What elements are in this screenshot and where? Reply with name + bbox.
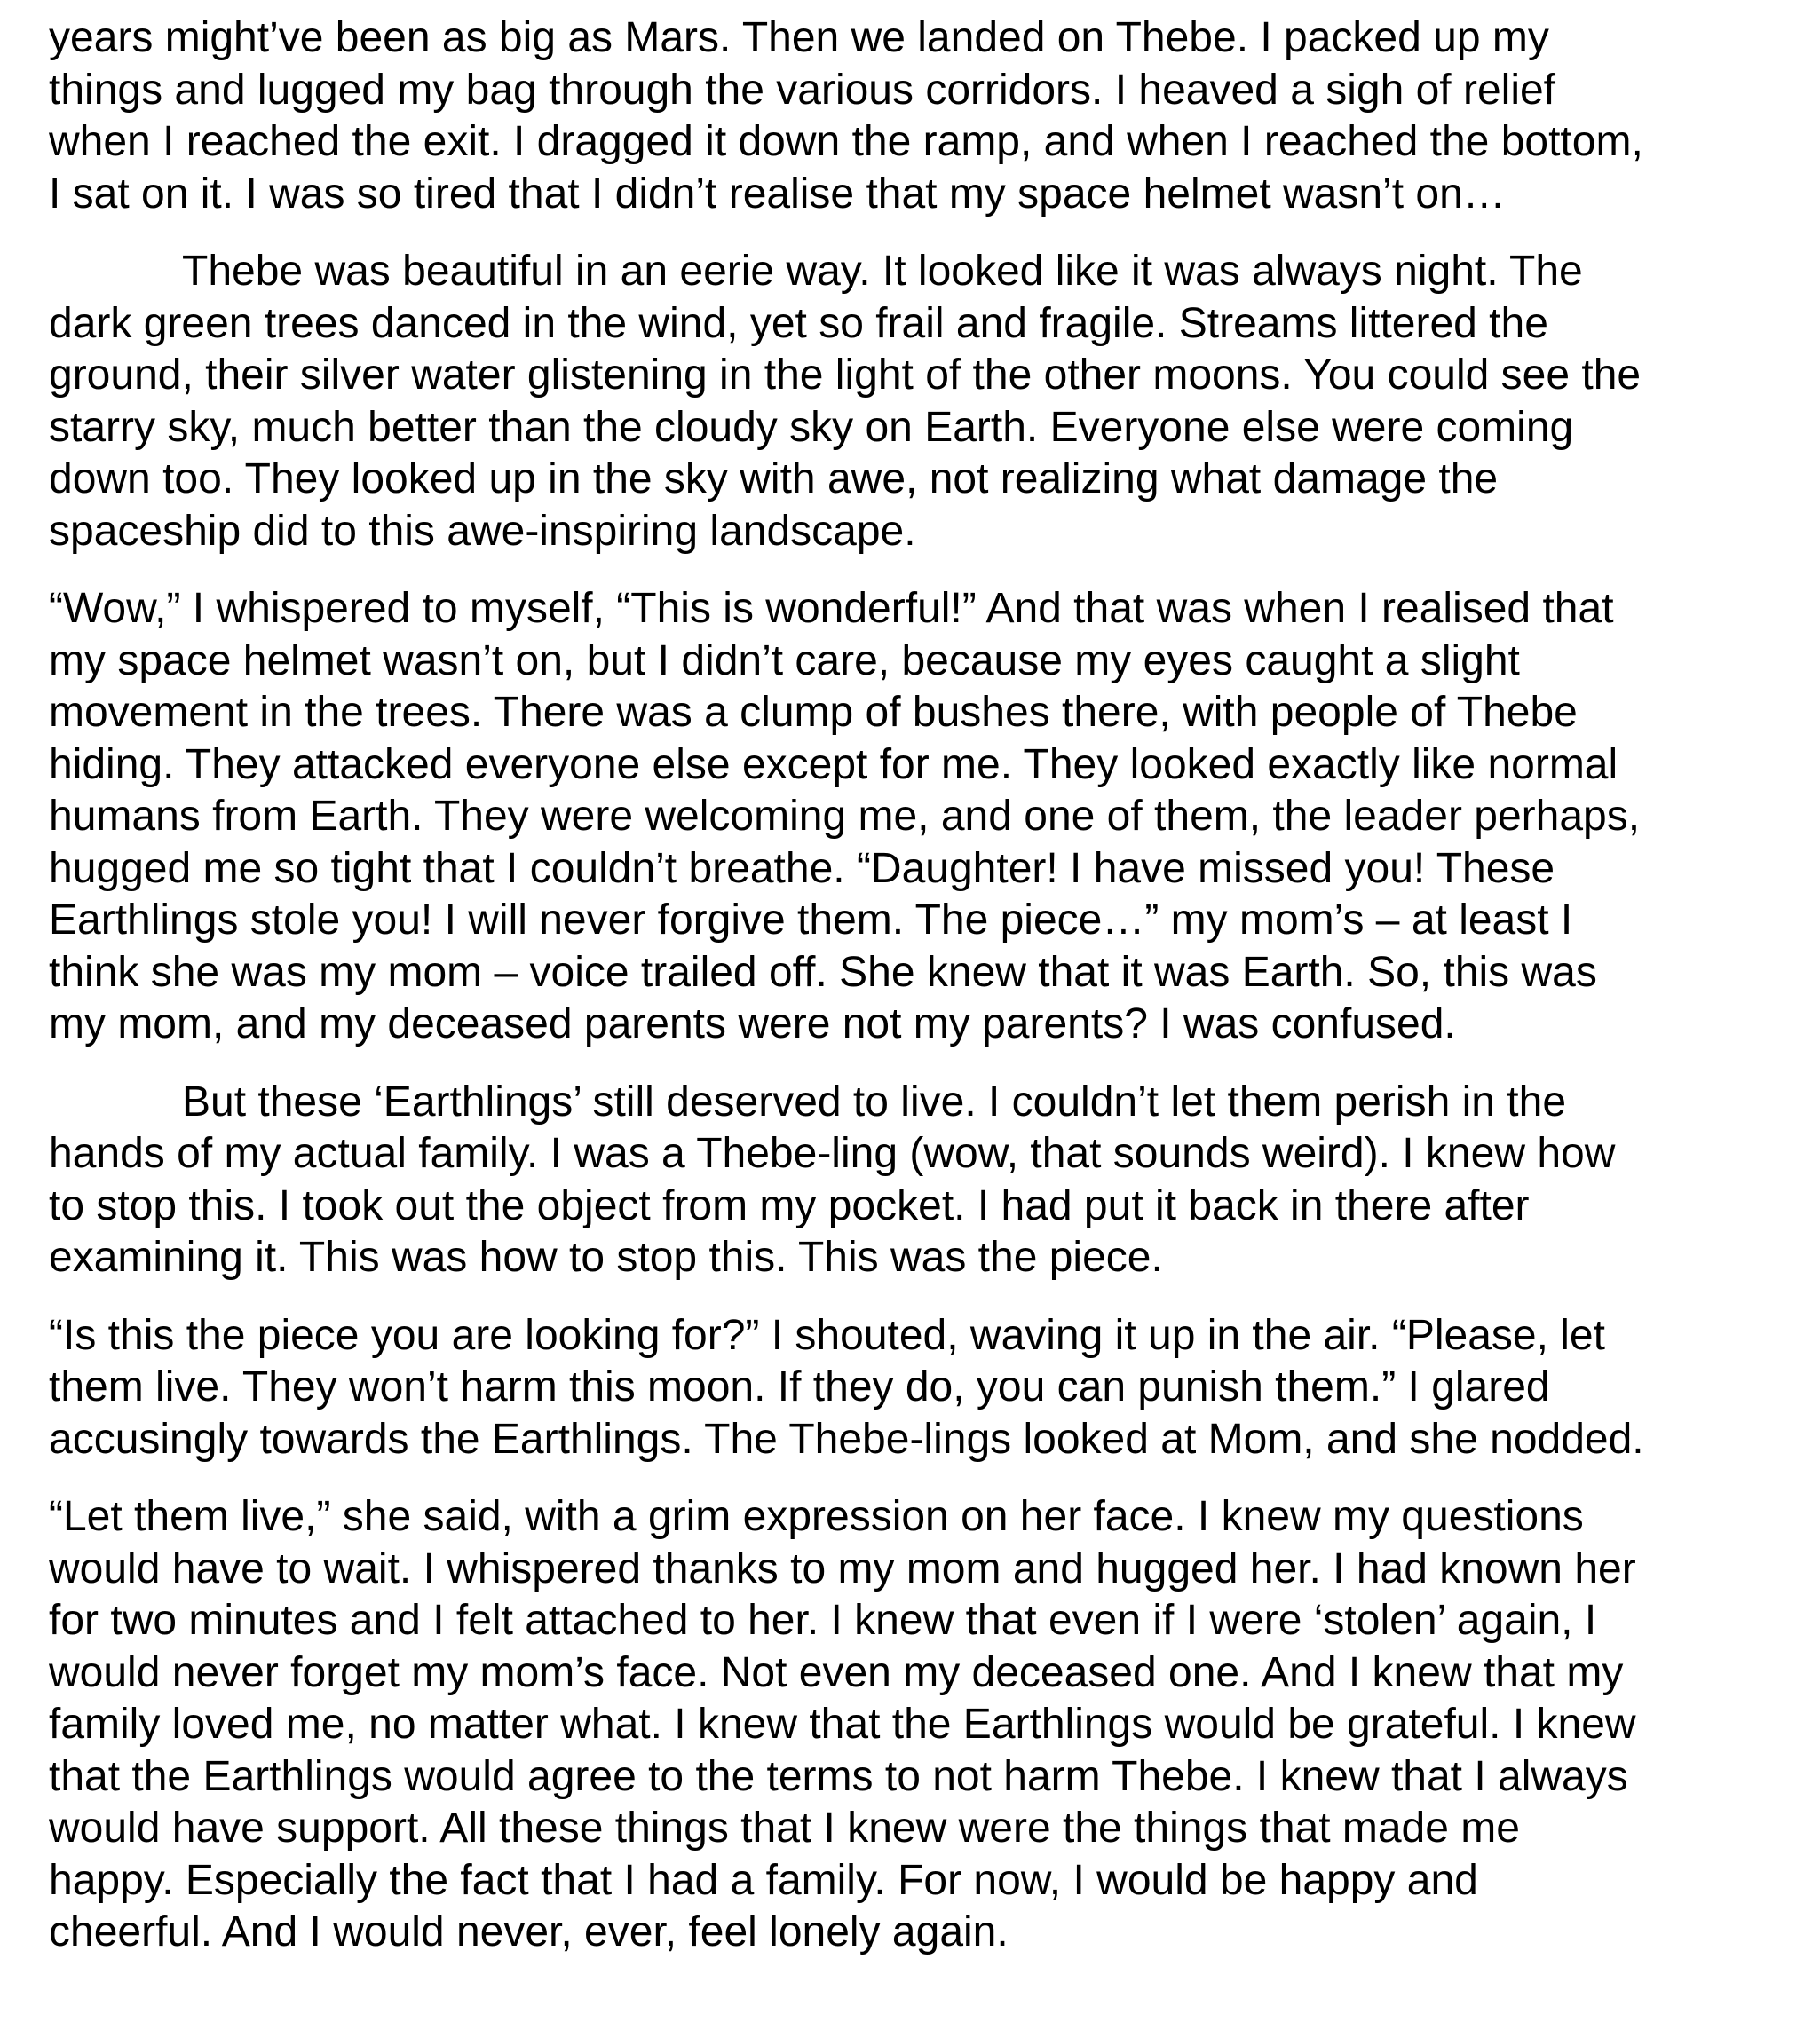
paragraph-4: But these ‘Earthlings’ still deserved to live. I couldn’t let them perish in the hands of my actual family. I was a Thebe-ling (wow, that sounds weird). I knew how to stop this. I took out the object from my pocket. I had put it back in there after examining it. This was how to stop this. This was the piece. <box>49 1078 1616 1281</box>
paragraph-1: years might’ve been as big as Mars. Then we landed on Thebe. I packed up my things and lugged my bag through the various corridors. I heaved a sigh of relief when I reached the exit. I dragged it down the ramp, and when I reached the bottom, I sat on it. I was so tired that I didn’t realise that my space helmet wasn’t on… <box>49 14 1643 217</box>
paragraph-3: “Wow,” I whispered to myself, “This is wonderful!” And that was when I realised that my space helmet wasn’t on, but I didn’t care, because my eyes caught a slight movement in the trees. There was a clump of bushes there, with people of Thebe hiding. They attacked everyone else except for me. They looked exactly like normal humans from Earth. They were welcoming me, and one of them, the leader perhaps, hugged me so tight that I couldn’t breathe. “Daughter! I have missed you! These Earthlings stole you! I will never forgive them. The piece…” my mom’s – at least I think she was my mom – voice trailed off. She knew that it was Earth. So, this was my mom, and my deceased parents were not my parents? I was confused. <box>49 585 1641 1047</box>
paragraph-5: “Is this the piece you are looking for?” I shouted, waving it up in the air. “Please, let them live. They won’t harm this moon. If they do, you can punish them.” I glared accusingly towards the Earthlings. The Thebe-lings looked at Mom, and she nodded. <box>49 1311 1644 1463</box>
paragraph-2: Thebe was beautiful in an eerie way. It looked like it was always night. The dark green trees danced in the wind, yet so frail and fragile. Streams littered the ground, their silver water glistening in the light of the other moons. You could see the starry sky, much better than the cloudy sky on Earth. Everyone else were coming down too. They looked up in the sky with awe, not realizing what damage the spaceship did to this awe-inspiring landscape. <box>49 248 1642 555</box>
document-page <box>49 12 1789 1985</box>
paragraph-6: “Let them live,” she said, with a grim expression on her face. I knew my questions would have to wait. I whispered thanks to my mom and hugged her. I had known her for two minutes and I felt attached to her. I knew that even if I were ‘stolen’ again, I would never forget my mom’s face. Not even my deceased one. And I knew that my family loved me, no matter what. I knew that the Earthlings would be grateful. I knew that the Earthlings would agree to the terms to not harm Thebe. I knew that I always would have support. All these things that I knew were the things that made me happy. Especially the fact that I had a family. For now, I would be happy and cheerful. And I would never, ever, feel lonely again. <box>49 1493 1636 1955</box>
